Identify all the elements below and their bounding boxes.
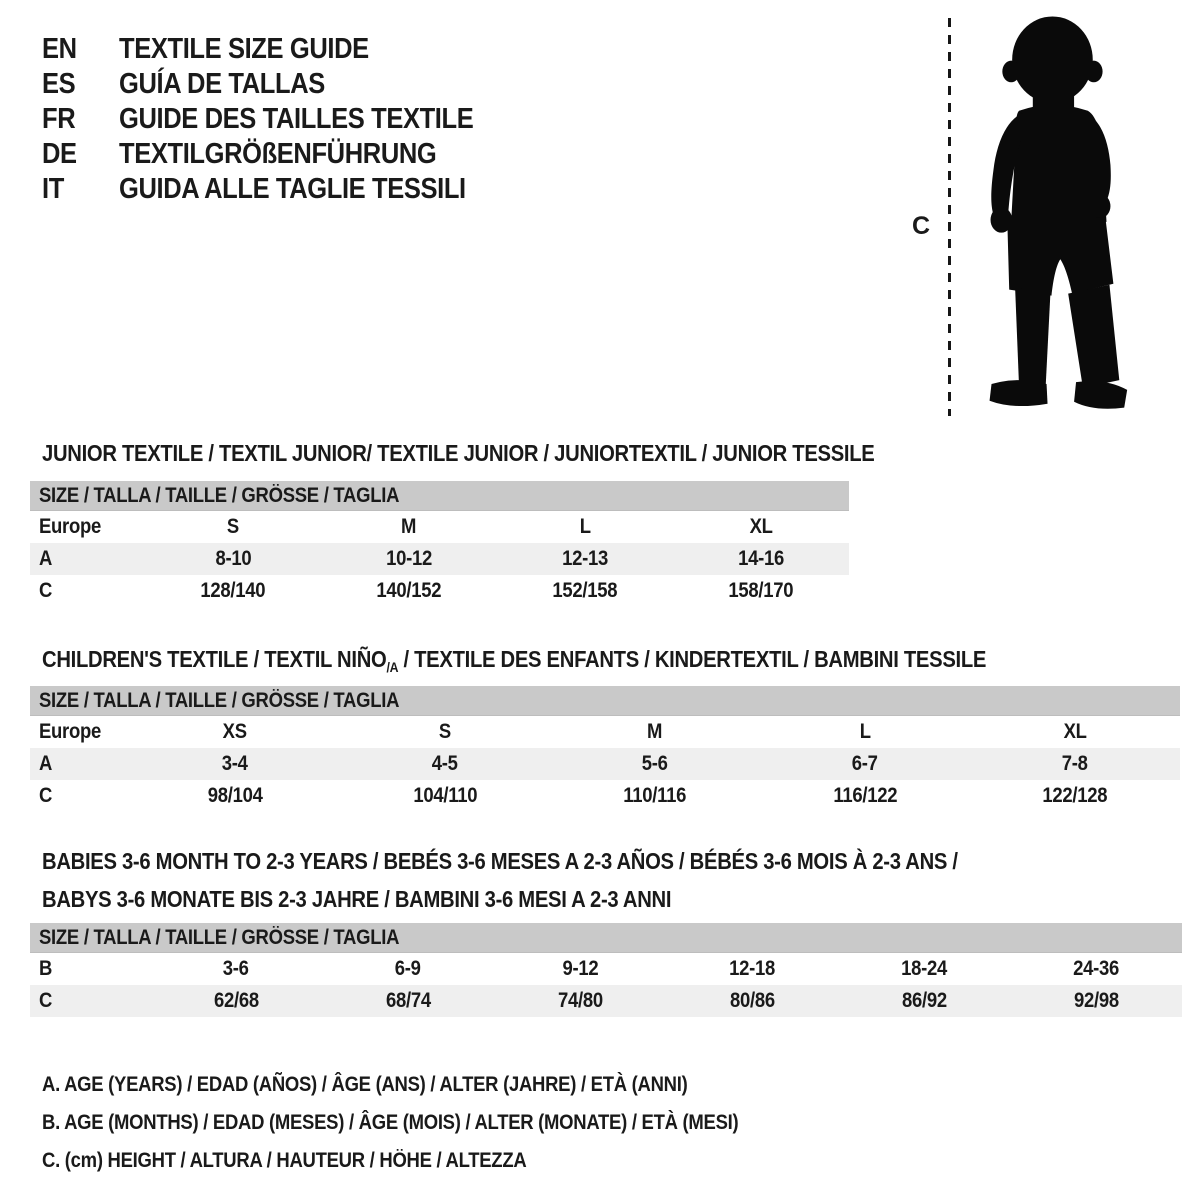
lang-row-de xyxy=(42,137,522,172)
age-cell: 3-4 xyxy=(222,752,248,775)
row-label: C xyxy=(39,989,53,1012)
row-label: A xyxy=(39,547,53,570)
height-cell: 152/158 xyxy=(552,579,618,602)
row-label: Europe xyxy=(39,515,101,538)
babies-size-table xyxy=(30,923,1182,1017)
height-cell: 104/110 xyxy=(413,784,477,807)
height-cell: 92/98 xyxy=(1073,989,1119,1012)
age-cell: 5-6 xyxy=(642,752,668,775)
size-cell: XL xyxy=(749,515,773,538)
row-label: C xyxy=(39,579,53,602)
row-label: Europe xyxy=(39,720,101,743)
language-title-list xyxy=(42,32,522,207)
lang-code-es: ES xyxy=(42,68,76,100)
height-cell: 158/170 xyxy=(728,579,794,602)
children-size-table xyxy=(30,686,1180,812)
age-cell: 6-9 xyxy=(395,957,421,980)
age-cell: 7-8 xyxy=(1062,752,1088,775)
lang-row-en xyxy=(42,32,522,67)
junior-size-header-bar: SIZE / TALLA / TAILLE / GRÖSSE / TAGLIA xyxy=(30,481,849,511)
lang-code-fr: FR xyxy=(42,103,76,135)
children-row-age xyxy=(30,748,1180,780)
row-label: A xyxy=(39,752,53,775)
legend-line-a: A. AGE (YEARS) / EDAD (AÑOS) / ÂGE (ANS) / ALTER (JAHRE) / ETÀ (ANNI) xyxy=(42,1073,688,1096)
age-cell: 8-10 xyxy=(215,547,251,570)
age-cell: 10-12 xyxy=(386,547,432,570)
age-cell: 12-18 xyxy=(729,957,775,980)
junior-row-europe xyxy=(30,511,849,543)
height-cell: 62/68 xyxy=(213,989,259,1012)
toddler-silhouette-icon xyxy=(964,12,1136,416)
size-cell: XL xyxy=(1063,720,1087,743)
lang-code-de: DE xyxy=(42,138,77,170)
size-cell: S xyxy=(438,720,452,743)
height-cell: 98/104 xyxy=(207,784,263,807)
height-cell: 110/116 xyxy=(623,784,687,807)
babies-row-age-months xyxy=(30,953,1182,985)
babies-row-height xyxy=(30,985,1182,1017)
size-cell: M xyxy=(647,720,663,743)
height-cell: 74/80 xyxy=(557,989,603,1012)
legend-line-b: B. AGE (MONTHS) / EDAD (MESES) / ÂGE (MOIS) / ALTER (MONATE) / ETÀ (MESI) xyxy=(42,1111,739,1134)
children-row-height xyxy=(30,780,1180,812)
height-cell: 86/92 xyxy=(901,989,947,1012)
height-cell: 128/140 xyxy=(200,579,266,602)
age-cell: 4-5 xyxy=(432,752,458,775)
title-subscript: /A xyxy=(386,659,399,675)
age-cell: 6-7 xyxy=(852,752,878,775)
junior-row-height xyxy=(30,575,849,607)
lang-title-es: GUÍA DE TALLAS xyxy=(119,68,325,100)
age-cell: 9-12 xyxy=(562,957,598,980)
size-cell: L xyxy=(579,515,591,538)
size-cell: XS xyxy=(222,720,248,743)
row-label: C xyxy=(39,784,53,807)
babies-size-header-bar: SIZE / TALLA / TAILLE / GRÖSSE / TAGLIA xyxy=(30,923,1182,953)
children-size-header-bar: SIZE / TALLA / TAILLE / GRÖSSE / TAGLIA xyxy=(30,686,1180,716)
age-cell: 18-24 xyxy=(901,957,947,980)
junior-size-table xyxy=(30,481,849,607)
lang-row-it xyxy=(42,172,522,207)
lang-title-it: GUIDA ALLE TAGLIE TESSILI xyxy=(119,173,466,205)
height-measure-dashed-line xyxy=(948,18,951,416)
size-cell: M xyxy=(401,515,417,538)
row-label: B xyxy=(39,957,53,980)
lang-title-fr: GUIDE DES TAILLES TEXTILE xyxy=(119,103,474,135)
junior-table-title: JUNIOR TEXTILE / TEXTIL JUNIOR/ TEXTILE JUNIOR / JUNIORTEXTIL / JUNIOR TESSILE xyxy=(42,440,875,466)
lang-code-it: IT xyxy=(42,173,64,205)
lang-title-en: TEXTILE SIZE GUIDE xyxy=(119,33,369,65)
lang-row-fr xyxy=(42,102,522,137)
lang-code-en: EN xyxy=(42,33,77,65)
height-cell: 140/152 xyxy=(376,579,442,602)
babies-table-title: BABIES 3-6 MONTH TO 2-3 YEARS / BEBÉS 3-6 MESES A 2-3 AÑOS / BÉBÉS 3-6 MOIS À 2-3 ANS / BABYS 3-6 MONATE BIS 2-3 JAHRE / BAMBINI 3-6 MESI A 2-3 ANNI xyxy=(42,848,958,912)
height-cell: 122/128 xyxy=(1042,784,1108,807)
age-cell: 3-6 xyxy=(223,957,249,980)
height-cell: 116/122 xyxy=(833,784,897,807)
age-cell: 14-16 xyxy=(738,547,784,570)
measurement-legend xyxy=(42,1066,833,1180)
height-cell: 80/86 xyxy=(729,989,775,1012)
age-cell: 24-36 xyxy=(1073,957,1119,980)
size-cell: L xyxy=(859,720,871,743)
junior-row-age xyxy=(30,543,849,575)
age-cell: 12-13 xyxy=(562,547,608,570)
children-table-title: CHILDREN'S TEXTILE / TEXTIL $NIÑO_{/A}$ / TEXTILE DES ENFANTS / KINDERTEXTIL / BAMBINI TESSILE xyxy=(42,646,987,675)
legend-line-c: C. (cm) HEIGHT / ALTURA / HAUTEUR / HÖHE / ALTEZZA xyxy=(42,1149,527,1172)
size-cell: S xyxy=(226,515,240,538)
height-cell: 68/74 xyxy=(385,989,431,1012)
lang-row-es xyxy=(42,67,522,102)
lang-title-de: TEXTILGRÖßENFÜHRUNG xyxy=(119,138,437,170)
height-measure-label: C xyxy=(912,212,931,240)
children-row-europe xyxy=(30,716,1180,748)
